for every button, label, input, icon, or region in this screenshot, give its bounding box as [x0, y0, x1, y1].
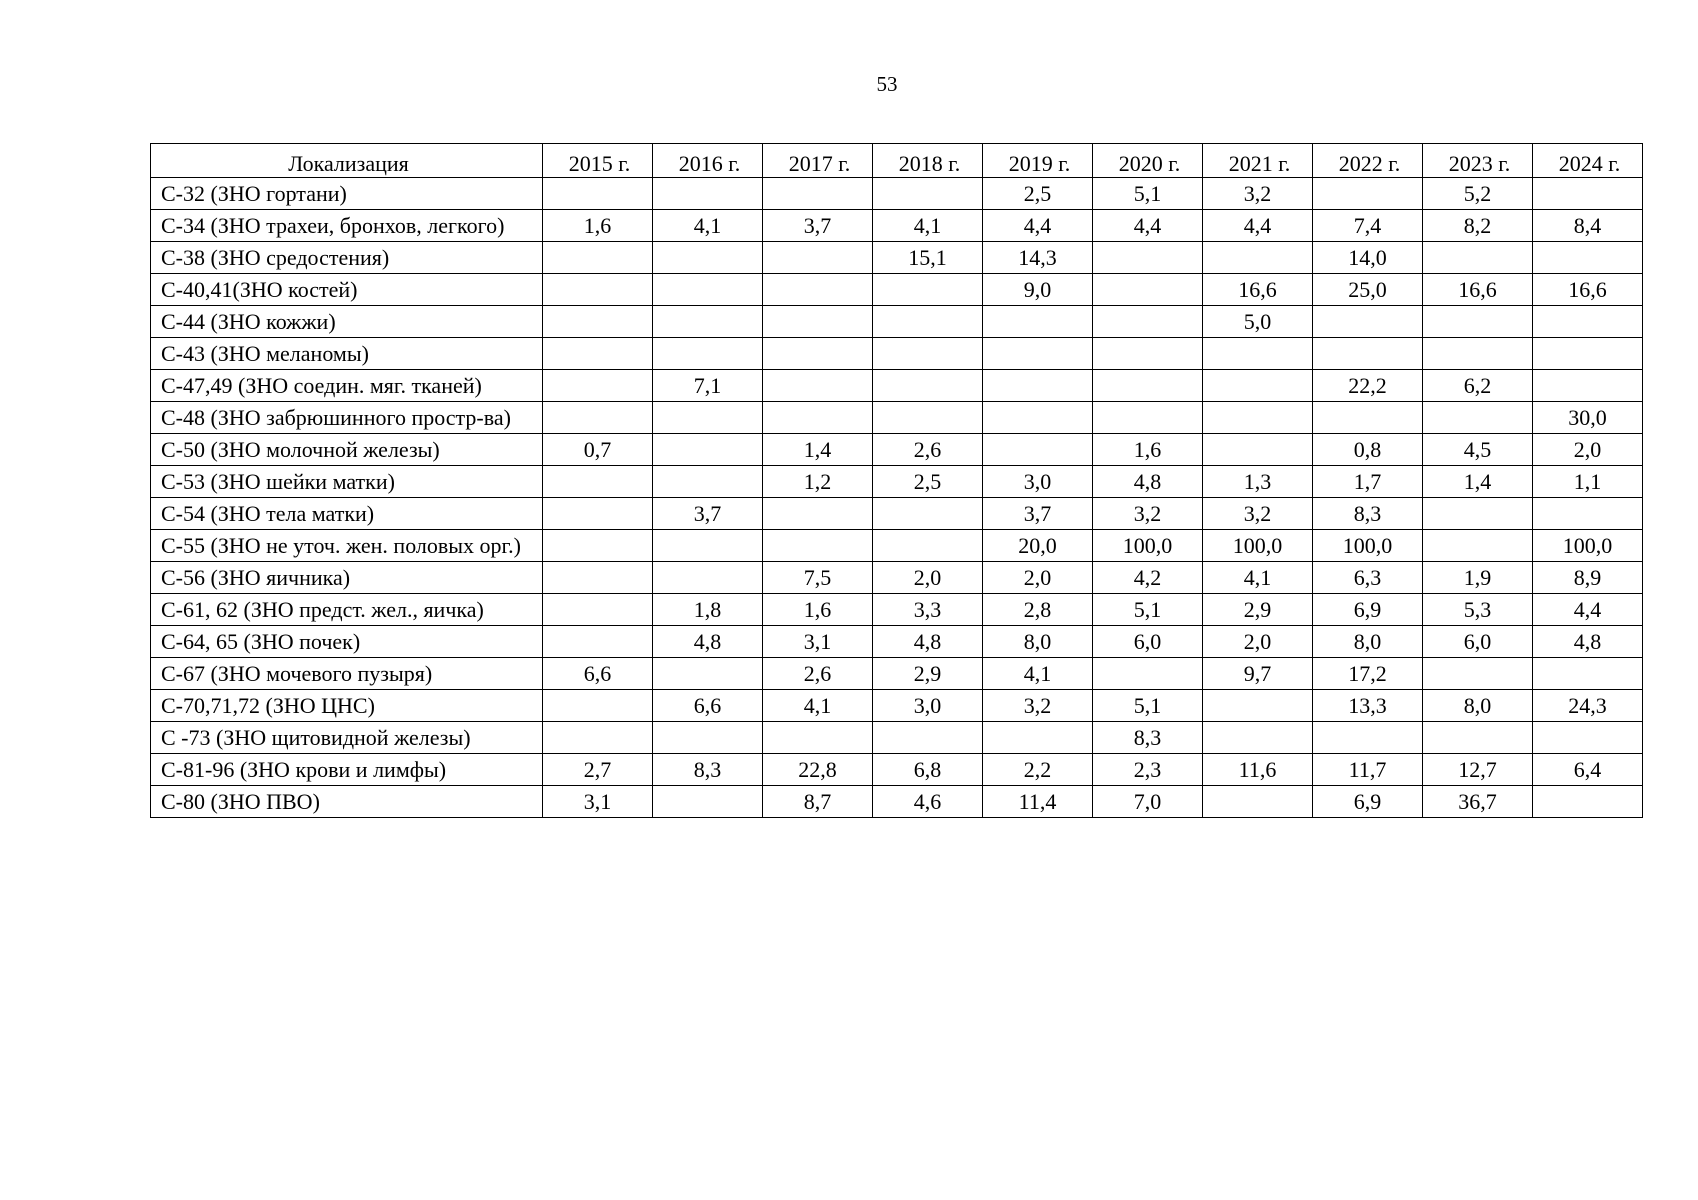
value-cell	[1093, 370, 1203, 402]
value-cell: 5,1	[1093, 178, 1203, 210]
value-cell	[1313, 338, 1423, 370]
value-cell	[983, 402, 1093, 434]
value-cell	[1093, 402, 1203, 434]
value-cell	[543, 562, 653, 594]
value-cell	[1533, 722, 1643, 754]
location-cell: С-67 (ЗНО мочевого пузыря)	[151, 658, 543, 690]
value-cell: 4,8	[653, 626, 763, 658]
value-cell: 22,2	[1313, 370, 1423, 402]
value-cell: 4,2	[1093, 562, 1203, 594]
value-cell: 2,0	[1533, 434, 1643, 466]
value-cell: 4,1	[763, 690, 873, 722]
value-cell: 13,3	[1313, 690, 1423, 722]
value-cell	[763, 402, 873, 434]
table-row	[151, 338, 1643, 370]
value-cell	[653, 658, 763, 690]
header-year: 2018 г.	[873, 144, 983, 178]
value-cell: 14,3	[983, 242, 1093, 274]
value-cell	[653, 242, 763, 274]
value-cell	[653, 434, 763, 466]
value-cell	[1423, 306, 1533, 338]
value-cell: 5,0	[1203, 306, 1313, 338]
value-cell: 6,9	[1313, 786, 1423, 818]
value-cell	[543, 274, 653, 306]
value-cell: 4,1	[873, 210, 983, 242]
value-cell: 4,1	[1203, 562, 1313, 594]
value-cell	[763, 338, 873, 370]
location-cell: С-54 (ЗНО тела матки)	[151, 498, 543, 530]
value-cell: 1,6	[543, 210, 653, 242]
location-cell: С-50 (ЗНО молочной железы)	[151, 434, 543, 466]
location-cell: С-64, 65 (ЗНО почек)	[151, 626, 543, 658]
value-cell	[1203, 338, 1313, 370]
value-cell: 8,0	[1423, 690, 1533, 722]
value-cell: 1,6	[1093, 434, 1203, 466]
value-cell	[763, 498, 873, 530]
table-row	[151, 402, 1643, 434]
table-row	[151, 210, 1643, 242]
table-row	[151, 786, 1643, 818]
value-cell: 3,2	[1203, 498, 1313, 530]
value-cell: 7,4	[1313, 210, 1423, 242]
value-cell: 8,3	[1093, 722, 1203, 754]
value-cell: 4,4	[983, 210, 1093, 242]
value-cell: 14,0	[1313, 242, 1423, 274]
value-cell	[1423, 658, 1533, 690]
location-cell: С-56 (ЗНО яичника)	[151, 562, 543, 594]
value-cell: 6,6	[653, 690, 763, 722]
value-cell: 1,4	[1423, 466, 1533, 498]
value-cell: 8,3	[1313, 498, 1423, 530]
value-cell: 2,7	[543, 754, 653, 786]
value-cell: 3,7	[983, 498, 1093, 530]
value-cell: 4,4	[1533, 594, 1643, 626]
table-row	[151, 306, 1643, 338]
value-cell: 9,7	[1203, 658, 1313, 690]
table-row	[151, 274, 1643, 306]
value-cell	[1313, 722, 1423, 754]
table-row	[151, 690, 1643, 722]
table-row	[151, 626, 1643, 658]
value-cell: 24,3	[1533, 690, 1643, 722]
table-row	[151, 658, 1643, 690]
value-cell	[873, 178, 983, 210]
value-cell: 4,4	[1093, 210, 1203, 242]
value-cell: 0,7	[543, 434, 653, 466]
location-cell: С-48 (ЗНО забрюшинного простр-ва)	[151, 402, 543, 434]
value-cell: 30,0	[1533, 402, 1643, 434]
value-cell: 11,4	[983, 786, 1093, 818]
value-cell: 5,2	[1423, 178, 1533, 210]
table-row	[151, 562, 1643, 594]
value-cell: 25,0	[1313, 274, 1423, 306]
value-cell: 2,6	[873, 434, 983, 466]
value-cell	[1533, 658, 1643, 690]
value-cell: 1,1	[1533, 466, 1643, 498]
value-cell	[1093, 274, 1203, 306]
value-cell	[1423, 242, 1533, 274]
value-cell: 1,4	[763, 434, 873, 466]
table-row	[151, 434, 1643, 466]
value-cell	[1093, 338, 1203, 370]
header-year: 2024 г.	[1533, 144, 1643, 178]
value-cell: 100,0	[1203, 530, 1313, 562]
value-cell: 4,1	[983, 658, 1093, 690]
value-cell	[1423, 722, 1533, 754]
value-cell	[1533, 242, 1643, 274]
location-cell: С-80 (ЗНО ПВО)	[151, 786, 543, 818]
value-cell: 8,3	[653, 754, 763, 786]
value-cell: 6,0	[1093, 626, 1203, 658]
value-cell	[873, 370, 983, 402]
value-cell	[1093, 306, 1203, 338]
value-cell: 100,0	[1533, 530, 1643, 562]
header-year: 2016 г.	[653, 144, 763, 178]
value-cell: 2,5	[873, 466, 983, 498]
table-header-row	[151, 144, 1643, 178]
value-cell: 3,1	[543, 786, 653, 818]
table-row	[151, 466, 1643, 498]
value-cell: 2,2	[983, 754, 1093, 786]
value-cell	[653, 722, 763, 754]
value-cell: 6,2	[1423, 370, 1533, 402]
value-cell	[653, 562, 763, 594]
location-cell: С-47,49 (ЗНО соедин. мяг. тканей)	[151, 370, 543, 402]
value-cell: 2,5	[983, 178, 1093, 210]
value-cell	[873, 306, 983, 338]
value-cell: 9,0	[983, 274, 1093, 306]
value-cell	[763, 242, 873, 274]
table-row	[151, 594, 1643, 626]
value-cell	[763, 274, 873, 306]
value-cell	[543, 530, 653, 562]
value-cell	[1203, 242, 1313, 274]
value-cell	[1093, 658, 1203, 690]
location-cell: С-34 (ЗНО трахеи, бронхов, легкого)	[151, 210, 543, 242]
value-cell: 36,7	[1423, 786, 1533, 818]
header-year: 2020 г.	[1093, 144, 1203, 178]
header-year: 2022 г.	[1313, 144, 1423, 178]
value-cell: 1,9	[1423, 562, 1533, 594]
value-cell	[983, 338, 1093, 370]
value-cell: 5,1	[1093, 594, 1203, 626]
value-cell	[1203, 402, 1313, 434]
value-cell	[873, 338, 983, 370]
header-year: 2015 г.	[543, 144, 653, 178]
page-number: 53	[876, 72, 898, 96]
value-cell	[1313, 178, 1423, 210]
value-cell: 6,0	[1423, 626, 1533, 658]
value-cell: 4,6	[873, 786, 983, 818]
value-cell: 2,0	[983, 562, 1093, 594]
value-cell	[653, 306, 763, 338]
value-cell: 3,2	[1203, 178, 1313, 210]
value-cell	[1423, 402, 1533, 434]
value-cell	[1533, 338, 1643, 370]
value-cell: 2,9	[873, 658, 983, 690]
header-year: 2023 г.	[1423, 144, 1533, 178]
value-cell	[873, 530, 983, 562]
value-cell	[1533, 498, 1643, 530]
location-cell: С-43 (ЗНО меланомы)	[151, 338, 543, 370]
value-cell: 16,6	[1533, 274, 1643, 306]
value-cell	[543, 338, 653, 370]
value-cell	[983, 434, 1093, 466]
value-cell	[1203, 690, 1313, 722]
value-cell: 2,8	[983, 594, 1093, 626]
value-cell	[653, 786, 763, 818]
value-cell	[1423, 530, 1533, 562]
value-cell: 2,6	[763, 658, 873, 690]
value-cell	[653, 338, 763, 370]
value-cell: 3,7	[653, 498, 763, 530]
value-cell: 4,8	[1533, 626, 1643, 658]
table-body	[151, 178, 1643, 818]
data-table	[150, 143, 1643, 818]
value-cell	[653, 402, 763, 434]
value-cell	[1533, 178, 1643, 210]
value-cell: 8,9	[1533, 562, 1643, 594]
value-cell: 6,4	[1533, 754, 1643, 786]
value-cell: 22,8	[763, 754, 873, 786]
location-cell: С-40,41(ЗНО костей)	[151, 274, 543, 306]
value-cell: 4,8	[873, 626, 983, 658]
value-cell	[873, 274, 983, 306]
value-cell	[983, 370, 1093, 402]
location-cell: С-61, 62 (ЗНО предст. жел., яичка)	[151, 594, 543, 626]
value-cell	[653, 466, 763, 498]
header-year: 2021 г.	[1203, 144, 1313, 178]
value-cell	[1533, 786, 1643, 818]
value-cell: 2,3	[1093, 754, 1203, 786]
value-cell: 3,7	[763, 210, 873, 242]
value-cell	[763, 178, 873, 210]
value-cell: 3,2	[983, 690, 1093, 722]
value-cell: 8,0	[983, 626, 1093, 658]
location-cell: С-38 (ЗНО средостения)	[151, 242, 543, 274]
location-cell: С-55 (ЗНО не уточ. жен. половых орг.)	[151, 530, 543, 562]
value-cell: 3,2	[1093, 498, 1203, 530]
table-row	[151, 722, 1643, 754]
value-cell: 4,1	[653, 210, 763, 242]
value-cell	[763, 306, 873, 338]
value-cell: 11,7	[1313, 754, 1423, 786]
location-cell: С-32 (ЗНО гортани)	[151, 178, 543, 210]
value-cell: 12,7	[1423, 754, 1533, 786]
value-cell	[983, 722, 1093, 754]
location-cell: С-81-96 (ЗНО крови и лимфы)	[151, 754, 543, 786]
value-cell	[543, 402, 653, 434]
value-cell: 6,8	[873, 754, 983, 786]
value-cell	[1533, 370, 1643, 402]
location-cell: С-53 (ЗНО шейки матки)	[151, 466, 543, 498]
value-cell: 5,3	[1423, 594, 1533, 626]
value-cell: 4,4	[1203, 210, 1313, 242]
value-cell: 20,0	[983, 530, 1093, 562]
value-cell	[763, 370, 873, 402]
value-cell: 17,2	[1313, 658, 1423, 690]
value-cell: 6,6	[543, 658, 653, 690]
value-cell: 3,0	[983, 466, 1093, 498]
value-cell	[1093, 242, 1203, 274]
value-cell	[763, 530, 873, 562]
value-cell: 8,0	[1313, 626, 1423, 658]
value-cell: 7,0	[1093, 786, 1203, 818]
header-year: 2017 г.	[763, 144, 873, 178]
value-cell: 1,8	[653, 594, 763, 626]
header-location: Локализация	[151, 144, 543, 178]
table-row	[151, 754, 1643, 786]
value-cell: 15,1	[873, 242, 983, 274]
value-cell: 2,9	[1203, 594, 1313, 626]
value-cell: 8,2	[1423, 210, 1533, 242]
header-year: 2019 г.	[983, 144, 1093, 178]
value-cell	[543, 242, 653, 274]
value-cell	[543, 370, 653, 402]
value-cell: 4,5	[1423, 434, 1533, 466]
value-cell: 6,9	[1313, 594, 1423, 626]
value-cell	[653, 530, 763, 562]
value-cell	[543, 626, 653, 658]
value-cell	[1313, 402, 1423, 434]
value-cell: 8,7	[763, 786, 873, 818]
value-cell: 1,3	[1203, 466, 1313, 498]
value-cell	[873, 498, 983, 530]
location-cell: С -73 (ЗНО щитовидной железы)	[151, 722, 543, 754]
value-cell	[543, 178, 653, 210]
value-cell: 7,1	[653, 370, 763, 402]
value-cell	[1203, 786, 1313, 818]
value-cell: 3,1	[763, 626, 873, 658]
value-cell: 16,6	[1423, 274, 1533, 306]
value-cell: 5,1	[1093, 690, 1203, 722]
value-cell	[1423, 498, 1533, 530]
value-cell: 4,8	[1093, 466, 1203, 498]
table-row	[151, 178, 1643, 210]
value-cell	[983, 306, 1093, 338]
table-row	[151, 498, 1643, 530]
value-cell: 11,6	[1203, 754, 1313, 786]
value-cell: 100,0	[1313, 530, 1423, 562]
value-cell	[1203, 722, 1313, 754]
value-cell: 1,7	[1313, 466, 1423, 498]
value-cell: 2,0	[873, 562, 983, 594]
value-cell: 16,6	[1203, 274, 1313, 306]
value-cell: 3,0	[873, 690, 983, 722]
value-cell	[1533, 306, 1643, 338]
value-cell	[543, 466, 653, 498]
value-cell: 2,0	[1203, 626, 1313, 658]
table-row	[151, 370, 1643, 402]
value-cell	[543, 306, 653, 338]
value-cell: 0,8	[1313, 434, 1423, 466]
value-cell	[763, 722, 873, 754]
value-cell	[873, 402, 983, 434]
value-cell: 1,2	[763, 466, 873, 498]
table-row	[151, 530, 1643, 562]
value-cell	[653, 274, 763, 306]
value-cell: 8,4	[1533, 210, 1643, 242]
location-cell: С-70,71,72 (ЗНО ЦНС)	[151, 690, 543, 722]
value-cell	[543, 594, 653, 626]
table-row	[151, 242, 1643, 274]
value-cell: 1,6	[763, 594, 873, 626]
value-cell	[1313, 306, 1423, 338]
value-cell	[873, 722, 983, 754]
value-cell	[1423, 338, 1533, 370]
value-cell	[543, 498, 653, 530]
value-cell: 6,3	[1313, 562, 1423, 594]
value-cell: 7,5	[763, 562, 873, 594]
value-cell	[543, 722, 653, 754]
value-cell: 100,0	[1093, 530, 1203, 562]
value-cell	[543, 690, 653, 722]
location-cell: С-44 (ЗНО кожжи)	[151, 306, 543, 338]
value-cell: 3,3	[873, 594, 983, 626]
value-cell	[1203, 370, 1313, 402]
value-cell	[1203, 434, 1313, 466]
value-cell	[653, 178, 763, 210]
